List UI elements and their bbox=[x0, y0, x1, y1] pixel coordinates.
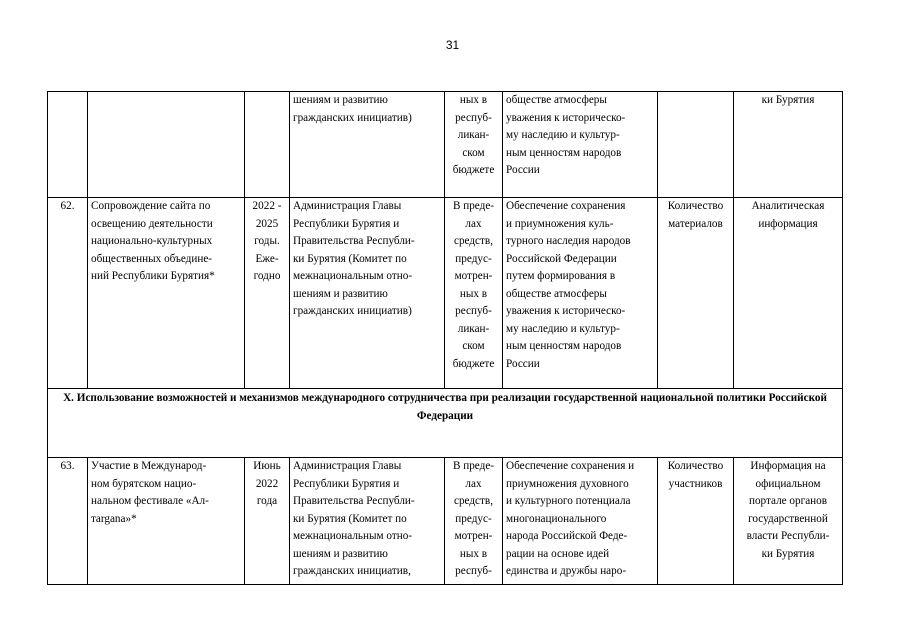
cell-line: ным ценностям народов bbox=[506, 146, 622, 159]
cell-line: путем формирования в bbox=[506, 270, 616, 282]
cell-line: ных в bbox=[459, 547, 488, 560]
cell-line: годы. bbox=[254, 235, 280, 247]
cell-number: 62. bbox=[48, 198, 88, 389]
cell-line: 2022 - bbox=[252, 200, 282, 212]
cell-indicator bbox=[658, 198, 734, 389]
cell-line: лах bbox=[465, 217, 482, 230]
cell-line: Сопровождение сайта по bbox=[91, 200, 211, 212]
cell-line: Обеспечение сохранения и bbox=[506, 460, 635, 472]
cell-line: портале органов bbox=[748, 495, 828, 507]
cell-line: Правительства Республи- bbox=[293, 235, 415, 247]
cell-line: бюджете bbox=[452, 164, 495, 176]
cell-line: годно bbox=[253, 270, 281, 282]
cell-line: рации на основе идей bbox=[506, 547, 610, 560]
cell-line: Количество bbox=[667, 460, 724, 472]
cell-executor bbox=[290, 198, 445, 389]
cell-line: межнациональным отно- bbox=[293, 530, 413, 542]
cell-line: власти Республи- bbox=[746, 530, 830, 542]
cell-line: лах bbox=[465, 477, 482, 490]
cell-line: респуб- bbox=[455, 305, 492, 317]
cell-line: шениям и развитию bbox=[293, 94, 388, 106]
page-number: 31 bbox=[445, 38, 460, 52]
cell-line: уважения к историческо- bbox=[506, 305, 626, 317]
cell-line: ным ценностям народов bbox=[506, 340, 622, 352]
cell-line: Республики Бурятия и bbox=[293, 477, 400, 490]
cell-number bbox=[48, 92, 88, 198]
cell-line: участников bbox=[668, 477, 723, 490]
cell-line: турного наследия народов bbox=[506, 235, 631, 247]
cell-line: Еже- bbox=[255, 252, 279, 265]
cell-goal bbox=[503, 198, 658, 389]
cell-line: Обеспечение сохранения bbox=[506, 200, 626, 212]
cell-indicator bbox=[658, 92, 734, 198]
cell-line: му наследию и культур- bbox=[506, 129, 620, 141]
cell-line: единства и дружбы наро- bbox=[506, 565, 627, 577]
cell-line: шениям и развитию bbox=[293, 287, 388, 300]
cell-line: Администрация Главы bbox=[293, 460, 402, 472]
cell-activity bbox=[88, 92, 245, 198]
cell-line: ний Республики Бурятия* bbox=[91, 270, 215, 282]
cell-line: ных в bbox=[459, 287, 488, 300]
cell-line: респуб- bbox=[455, 111, 492, 124]
cell-line: межнациональным отно- bbox=[293, 270, 413, 282]
cell-result bbox=[734, 458, 843, 585]
cell-line: мотрен- bbox=[454, 270, 493, 282]
cell-line: гражданских инициатив, bbox=[293, 565, 411, 577]
plan-table bbox=[47, 91, 843, 585]
cell-result bbox=[734, 198, 843, 389]
cell-line: ки Бурятия (Комитет по bbox=[293, 512, 407, 525]
section-row bbox=[48, 389, 843, 458]
cell-line: средств, bbox=[453, 495, 493, 507]
cell-line: народа Российской Феде- bbox=[506, 530, 628, 542]
cell-goal bbox=[503, 458, 658, 585]
cell-line: предус- bbox=[455, 512, 492, 525]
cell-line: ском bbox=[462, 340, 485, 352]
cell-line: общественных объедине- bbox=[91, 252, 213, 265]
cell-executor bbox=[290, 458, 445, 585]
cell-line: Аналитическая bbox=[751, 200, 825, 212]
cell-line: Республики Бурятия и bbox=[293, 217, 400, 230]
cell-line: Количество bbox=[667, 200, 724, 212]
section-heading: X. Использование возможностей и механизмов международного сотрудничества при реализации государственной национальной политики Российской Федерации bbox=[48, 389, 843, 458]
cell-line: ном бурятском нацио- bbox=[91, 477, 197, 490]
cell-line: тargana»* bbox=[91, 512, 137, 525]
cell-line: Правительства Республи- bbox=[293, 495, 415, 507]
cell-line: и культурного потенциала bbox=[506, 495, 631, 507]
cell-line: и приумножения куль- bbox=[506, 217, 614, 230]
cell-line: ликан- bbox=[457, 322, 490, 335]
cell-activity bbox=[88, 458, 245, 585]
cell-number: 63. bbox=[48, 458, 88, 585]
cell-line: мотрен- bbox=[454, 530, 493, 542]
cell-line: России bbox=[506, 164, 540, 176]
cell-term bbox=[245, 198, 290, 389]
cell-activity bbox=[88, 198, 245, 389]
cell-line: ликан- bbox=[457, 129, 490, 141]
cell-line: гражданских инициатив) bbox=[293, 305, 412, 317]
cell-line: уважения к историческо- bbox=[506, 111, 626, 124]
cell-line: освещению деятельности bbox=[91, 217, 213, 230]
cell-line: Информация на bbox=[750, 460, 826, 472]
cell-line: официальном bbox=[755, 477, 821, 490]
table-row bbox=[48, 458, 843, 585]
cell-line: бюджете bbox=[452, 357, 495, 370]
cell-funding bbox=[445, 458, 503, 585]
cell-goal bbox=[503, 92, 658, 198]
cell-executor bbox=[290, 92, 445, 198]
cell-line: ки Бурятия bbox=[761, 547, 815, 560]
cell-line: многонационального bbox=[506, 512, 607, 525]
cell-line: предус- bbox=[455, 252, 492, 265]
cell-line: гражданских инициатив) bbox=[293, 111, 412, 124]
cell-line: материалов bbox=[668, 217, 723, 230]
cell-line: му наследию и культур- bbox=[506, 322, 620, 335]
cell-line: ки Бурятия (Комитет по bbox=[293, 252, 407, 265]
cell-indicator bbox=[658, 458, 734, 585]
table-row bbox=[48, 92, 843, 198]
cell-funding bbox=[445, 92, 503, 198]
cell-line: В преде- bbox=[452, 460, 495, 472]
cell-line: Российской Федерации bbox=[506, 252, 617, 265]
cell-result bbox=[734, 92, 843, 198]
cell-line: ки Бурятия bbox=[761, 94, 815, 106]
cell-line: респуб- bbox=[455, 565, 492, 577]
table-row bbox=[48, 198, 843, 389]
cell-line: России bbox=[506, 357, 540, 370]
cell-line: приумножения духовного bbox=[506, 477, 629, 490]
cell-term bbox=[245, 92, 290, 198]
cell-line: Администрация Главы bbox=[293, 200, 402, 212]
cell-line: шениям и развитию bbox=[293, 547, 388, 560]
cell-term bbox=[245, 458, 290, 585]
cell-line: обществе атмосферы bbox=[506, 287, 607, 300]
cell-line: информация bbox=[758, 217, 818, 230]
cell-line: нальном фестивале «Ал- bbox=[91, 495, 209, 507]
cell-line: Июнь bbox=[253, 460, 281, 472]
cell-line: национально-культурных bbox=[91, 235, 213, 247]
cell-line: средств, bbox=[453, 235, 493, 247]
cell-line: года bbox=[256, 495, 278, 507]
cell-line: Участие в Международ- bbox=[91, 460, 207, 472]
cell-funding bbox=[445, 198, 503, 389]
cell-line: ных в bbox=[459, 94, 488, 106]
cell-line: 2025 bbox=[255, 217, 279, 230]
cell-line: государственной bbox=[748, 512, 828, 525]
cell-line: В преде- bbox=[452, 200, 495, 212]
cell-line: 2022 bbox=[255, 477, 279, 490]
cell-line: ском bbox=[462, 146, 485, 159]
cell-line: обществе атмосферы bbox=[506, 94, 607, 106]
